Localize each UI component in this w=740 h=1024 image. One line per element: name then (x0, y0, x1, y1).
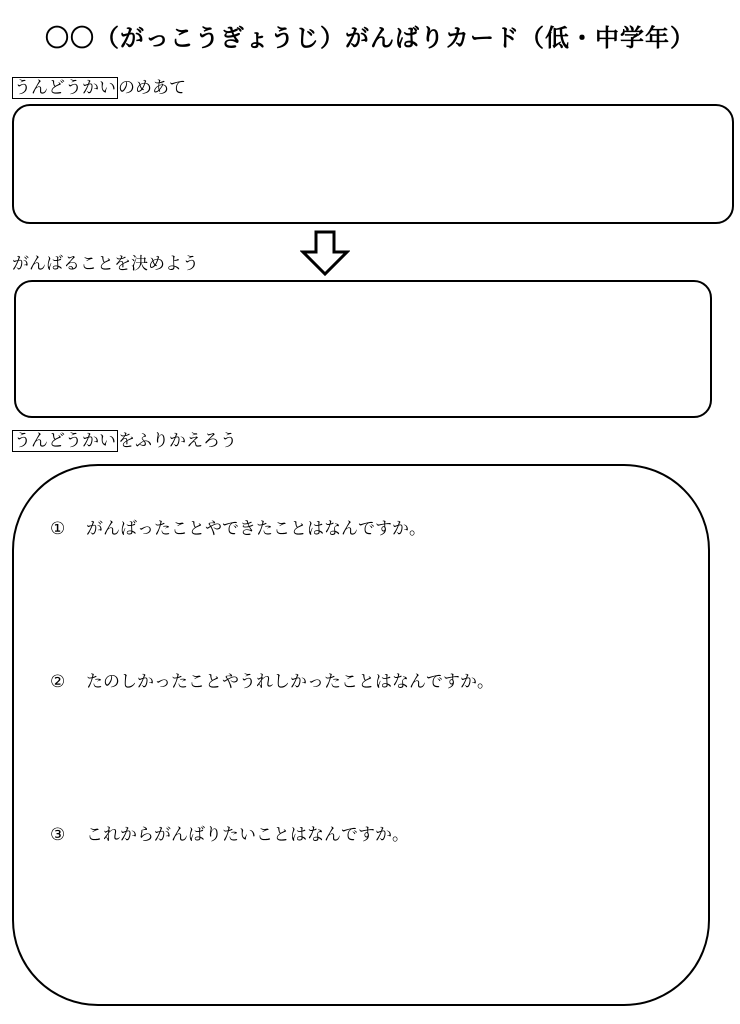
question-item (50, 667, 494, 692)
reflect-label-suffix: をふりかえろう (118, 431, 237, 451)
goal-section-label (12, 77, 186, 99)
reflect-section-label (12, 430, 237, 452)
event-name-box: うんどうかい (14, 78, 116, 98)
page-title: 〇〇（がっこうぎょうじ）がんばりカード（低・中学年） (45, 24, 695, 52)
question-number: ① (50, 519, 66, 539)
question-item (50, 514, 426, 539)
down-arrow-icon (300, 230, 350, 276)
goal-write-box[interactable] (12, 104, 734, 224)
question-text: がんばったことやできたことはなんですか。 (86, 519, 426, 539)
effort-section-label: がんばることを決めよう (12, 254, 199, 274)
question-item (50, 820, 409, 845)
effort-write-box[interactable] (14, 280, 712, 418)
question-text: たのしかったことやうれしかったことはなんですか。 (86, 672, 494, 692)
reflection-write-box[interactable] (12, 464, 710, 1006)
question-number: ③ (50, 825, 66, 845)
goal-label-suffix: のめあて (118, 78, 186, 98)
question-number: ② (50, 672, 66, 692)
event-name-box: うんどうかい (14, 431, 116, 451)
question-text: これからがんばりたいことはなんですか。 (86, 825, 409, 845)
